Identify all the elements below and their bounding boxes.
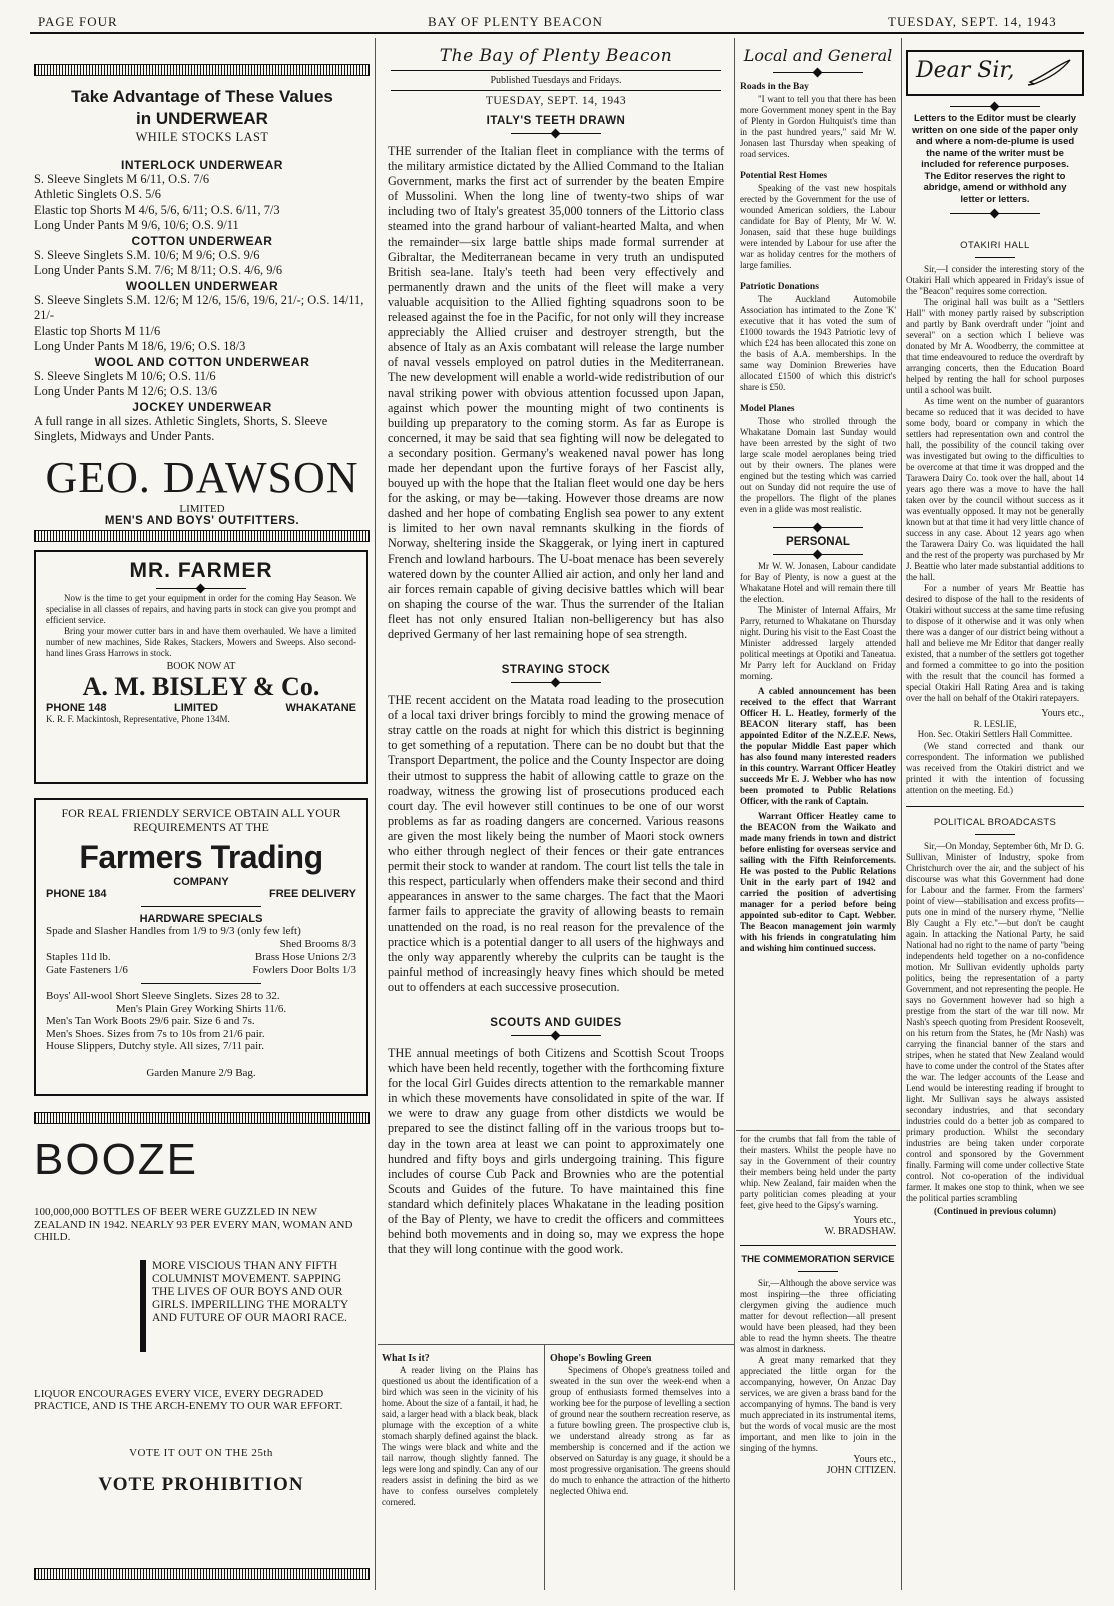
item-line: Elastic top Shorts M 11/6 (34, 323, 161, 338)
what-is-it (382, 1348, 538, 1508)
farmer-text: Now is the time to get your equipment in order for the coming Hay Season. We specialise in all classes of repairs, and having parts in stock can give you prompt and efficient service. (46, 593, 356, 625)
continued-note: (Continued in previous column) (933, 1206, 1057, 1216)
item-line: Long Under Pants M 12/6; O.S. 13/6 (34, 384, 218, 398)
personal-body: A cabled announcement has been received to the effect that Warrant Officer H. L. Heatley, formerly of the BEACON literary staff, has been appointed Editor of the N.Z.E.F. News, the popular Middle East paper which has also found many interested readers in this country. Warrant Officer Heatley succeeds Mr E. J. Webber who has now been promoted to Public Relations Officer, with the rank of Captain. (740, 686, 896, 806)
personal-title: PERSONAL (786, 536, 850, 548)
ornament-divider (773, 554, 863, 555)
farmer-title: MR. FARMER (129, 559, 273, 582)
article-body: THE surrender of the Italian fleet in compliance with the terms of the military armistice dictated by the Allied Command to the Italian Government, marks the first act of surrender by the beaten Empire of Mussolini. When the long line of twenty-two ships of war including two of Italy's greatest 35,000 tonners of the Littorio class steamed into the grand harbour of valiant-hearted Malta, and when the remainder—six large battle ships made formal surrender at Gibraltar, the Mediterranean became in very truth an undisputed British sea-lane. Italy's teeth had been very effectively and permanently drawn and the units of the fleet will make a very valuable acquisition to the Allied fighting squadrons soon to be released against the foe in the Pacific, for not only will they increase appreciably the Allied cruiser and destroyer strength, but the absence of Italy as an Axis combatant will release the large number of naval vessels employed on patrol duties in the Mediterranean. The new development will enable a world-wide redistribution of our naval striking power with obvious attention focussed upon Japan, against which power the mounting might of two continents is building up preparatory to the coming storm. As far as Europe is concerned, it may be said that sea fighting will now be delegated to a secondary position. Germany's weakened naval power has long made her dependant upon the furtive forays of her Fascist ally, bouyed up with the hope that the Italian fleet would one day be hers for the asking, or may be—taking. However those dreams are now dashed and her hope of combating English sea power to any extent is limited to her own naval remnants skulking in the fiords of Norway, sheltering inside the Skaggerak, or lying inert in captured French and lowland harbours. The U-boat menace has been severely watered down by the counter Allied air action, and only her land and air forces remain capable of giving decisive battles which will bear on shaping the course of the war. Thus the surrender of the Italian fleet has not only ensured Italian non-belligerency but has also deprived Germany of her last remaining hope of sea strength. (388, 144, 724, 641)
booze-liquor: LIQUOR ENCOURAGES EVERY VICE, EVERY DEGRADED PRACTICE, AND IS THE ARCH-ENEMY TO OUR WAR EFFORT. (34, 1387, 343, 1412)
special-line: Gate Fasteners 1/6 (46, 964, 128, 976)
special-line: Brass Hose Unions 2/3 (254, 951, 356, 963)
column-rule (901, 38, 902, 1590)
article-title: SCOUTS AND GUIDES (490, 1016, 622, 1029)
clothing-line: Men's Tan Work Boots 29/6 pair. Size 6 and 7s. (46, 1015, 255, 1027)
divider (975, 834, 1015, 835)
item-title: Patriotic Donations (740, 282, 819, 292)
manure-line: Garden Manure 2/9 Bag. (146, 1066, 256, 1079)
letter-body: for the crumbs that fall from the table of their masters. Whilst the people have no say in the Government of their country their members being held under the party whip. New Zealand, fair maiden when the party politician comes pleading at your feet, give heed to the Gipsy's warning. (740, 1134, 896, 1210)
special-line: Fowlers Door Bolts 1/3 (252, 964, 356, 976)
ohope-green (550, 1348, 730, 1497)
letter-body: The original hall was built as a "Settlers Hall" with money partly raised by subscription and partly by Bank overdraft under "joint and several" on a section which I believe was donated by Mr A. Woodberry, the committee at that time endeavoured to reduce the overdraft by arranging concerts, then the Education Board helped by renting the hall for school purposes until a school was built. (906, 297, 1084, 395)
signature: Yours etc., (1041, 708, 1084, 719)
clothing-line: Men's Shoes. Sizes from 7s to 10s from 21/6 pair. (46, 1027, 265, 1040)
signature: Yours etc., (853, 1215, 896, 1226)
divider (740, 1245, 896, 1246)
dawson-brand: GEO. DAWSON (45, 452, 359, 502)
letter-title: POLITICAL BROADCASTS (933, 817, 1057, 828)
item-line: Elastic top Shorts M 4/6, 5/6, 6/11; O.S. 6/11, 7/3 (34, 202, 280, 217)
item-body: Those who strolled through the Whakatane Domain last Sunday would have been arrested by the sight of two large scale model aeroplanes being tried out by their owners. The planes were engined but the testing which was carried out on Sunday did not require the use of the propellors. The flight of the planes even in a glide was most realistic. (740, 416, 896, 514)
bisley-town: WHAKATANE (285, 702, 356, 714)
trading-intro: FOR REAL FRIENDLY SERVICE OBTAIN ALL YOUR REQUIREMENTS AT THE (61, 806, 341, 834)
underwear-headline: Take Advantage of These Values (71, 87, 333, 106)
ad-border-band (34, 1568, 370, 1580)
item-line: Long Under Pants M 18/6, 19/6; O.S. 18/3 (34, 339, 246, 353)
ornament-divider (773, 527, 863, 528)
personal-body: Mr W. W. Jonasen, Labour candidate for Bay of Plenty, is now a guest at the Whakatane Hotel and will remain there till the election. (740, 561, 896, 604)
dear-sir-text: Dear Sir, (916, 58, 1015, 83)
divider (906, 806, 1084, 807)
section-rule (736, 1130, 900, 1131)
hardware-title: HARDWARE SPECIALS (139, 913, 263, 925)
section-title: WOOL AND COTTON UNDERWEAR (94, 354, 310, 369)
section-title: INTERLOCK UNDERWEAR (121, 157, 283, 172)
signature: JOHN CITIZEN. (826, 1465, 896, 1476)
brief-title: What Is it? (382, 1353, 430, 1364)
paper-name: BAY OF PLENTY BEACON (428, 14, 603, 29)
trading-company: COMPANY (173, 876, 229, 888)
ad-border-band (34, 530, 370, 542)
special-line: Spade and Slasher Handles from 1/9 to 9/3 (only few left) (46, 925, 301, 937)
brief-title: Ohope's Bowling Green (550, 1353, 652, 1364)
letters-notice: Letters to the Editor must be clearly written on one side of the paper only and where a nom-de-plume is used the name of the writer must be included for reference purposes. The Editor reserves the right to abridge, amend or withhold any letter or letters. (912, 113, 1078, 205)
signature: Yours etc., (853, 1454, 896, 1465)
article-title: ITALY'S TEETH DRAWN (486, 115, 626, 127)
brief-body: A reader living on the Plains has questioned us about the identification of a bird which was seen in the vicinity of his home. About the size of a fantail, it had, he said, a larger head with a black beak, black plumage with the exception of a white stomach sharply defined against the black. The wings were black and white and the tail narrow, though slightly fanned. The legs were long and spindly. Can any of our readers assist in defining the bird as we have to confess ourselves completely cornered. (382, 1365, 538, 1507)
item-line: Athletic Singlets O.S. 5/6 (34, 187, 162, 201)
divider (141, 906, 261, 907)
section-title: COTTON UNDERWEAR (131, 233, 273, 248)
ornament-divider (511, 682, 601, 683)
divider (798, 1271, 838, 1272)
local-title: Local and General (743, 46, 893, 65)
dawson-tagline: MEN'S AND BOYS' OUTFITTERS. (104, 514, 300, 527)
ornament-divider (511, 1035, 601, 1036)
nameplate: The Bay of Plenty Beacon (439, 46, 673, 66)
personal-body: Warrant Officer Heatley came to the BEACON from the Waikato and made many friends in town and district before enlisting for overseas service and sailing with the Fifth Reinforcements. He was posted to the Public Relations Unit in the early part of 1942 and carried the position of advertising manager for a period before being appointed sub-editor to Capt. Webber. The Beacon management join warmly with his friends in congratulating him and wishing him continued success. (740, 811, 896, 953)
personal-body: The Minister of Internal Affairs, Mr Parry, returned to Whakatane on Thursday night. During his visit to the East Coast the Minister addressed largely attended political meetings at Opotiki and Taneatua. Mr Parry left for Auckland on Friday morning. (740, 605, 896, 681)
letter-body: For a number of years Mr Beattie has desired to dispose of the hall to the residents of Otakiri without success at the same time refusing to dispose of it otherwise and it was only when there was a danger of our district being without a hall and believe me Mr Editor that danger really existed, that a number of the settlers got together and formed a committee to go into the position with the result that the council has formed a special Otakiri Hall Rating Area and is taking over the hall on behalf of the Otakiri ratepayers. (906, 583, 1084, 703)
trading-delivery: FREE DELIVERY (269, 888, 356, 900)
letter-body: Sir,—On Monday, September 6th, Mr D. G. Sullivan, Minister of Industry, spoke from Christchurch over the air, and the subject of his discourse was what this Government had done for Labour and the farmer. From the farmers' point of view—stabilisation and excess profits—puts one in mind of the nursery rhyme, "Nellie Bly Caught a Fly etc."—but don't be caught again. In attacking the National Party, he said National had no right to the name of party "being independents held together on a no-confidence motion. Mr Sullivan evidently upholds party politics, being the representation of a party Government, and not representing the people. He says no Government however had so high a prestige from the start of the war till now. Mr Nash's speech quoting from President Roosevelt, on his return from the States, he (Mr Nash) was carrying the financial banner of the stars and stripes, when he stated that New Zealand would have to come under the control of the States after the war. The ledger accounts of the Lease and Lend would be interesting reading if brought to light. Mr Sullivan says he always assisted secondary industries, and that secondary industries could do a better job as compared to primary production. Whilst the secondary industries are being taken under corporate control and sponsored by the Government finally. Farming will come under collective State control. Not co-operation of the individual farmer. It makes one stop to think, when we see the political parties scrambling (906, 841, 1084, 1203)
letter-title: THE COMMEMORATION SERVICE (741, 1254, 895, 1265)
letter-title: OTAKIRI HALL (960, 240, 1030, 251)
booze-prohibition: VOTE PROHIBITION (98, 1473, 304, 1495)
article-body: THE recent accident on the Matata road leading to the prosecution of a local taxi driver brings forcibly to mind the growing menace of stray cattle on the roads at night for which this district is beginning to get something of a reputation. There can be no doubt but that the Transport Department, the police and the County Inspector are doing their utmost to suppress the habit of allowing cattle to graze on the roadway, witness the growing list of prosecutions produced each court day. The evil however still continues to be one of our worst problems as far as roading dangers are concerned. Various reasons are given the most likely being the number of Maori stock owners who either through neglect of their fences or their gate entrances permit their stock to wander at random. The court list tells the tale in this respect, particularly when offenders make their second and third appearances in answer to the same charges. The fact that the Maori farmer fails to appreciate the gravity of allowing beasts to remain unattended on the road, is no real reason for the prevalence of the practice which is a potential danger to all users of the highways and the only way apparently whereby the culprits can be taught is the painful method of increasingly heavy fines which should be meted out to offenders at each successive prosecution. (388, 693, 724, 994)
ornament-divider (950, 213, 1040, 214)
quill-pen-icon (1026, 58, 1074, 86)
article-title: STRAYING STOCK (501, 664, 611, 677)
bisley-limited: LIMITED (174, 702, 219, 714)
farmer-ad (34, 550, 368, 784)
ad-border-band (34, 1112, 370, 1124)
ad-border-band (34, 64, 370, 76)
signature: Hon. Sec. Otakiri Settlers Hall Committee. (917, 729, 1073, 739)
item-line: Long Under Pants M 9/6, 10/6; O.S. 9/11 (34, 218, 239, 232)
letters-column (906, 50, 1084, 1216)
section-title: JOCKEY UNDERWEAR (132, 399, 272, 414)
dear-sir-logo (906, 50, 1084, 96)
divider (975, 257, 1015, 258)
edition-date: TUESDAY, SEPT. 14, 1943 (485, 95, 627, 107)
bisley-rep: K. R. F. Mackintosh, Representative, Phone 134M. (46, 714, 230, 724)
divider (391, 90, 721, 91)
section-rule (378, 1344, 734, 1345)
trading-phone: PHONE 184 (46, 888, 107, 900)
bisley-phone: PHONE 148 (46, 702, 107, 714)
item-line: S. Sleeve Singlets S.M. 12/6; M 12/6, 15/6, 19/6, 21/-; O.S. 14/11, 21/- (34, 292, 364, 322)
clothing-line: Boys' All-wool Short Sleeve Singlets. Sizes 28 to 32. (46, 990, 280, 1002)
item-body: The Auckland Automobile Association has intimated to the Zone 'K' executive that it has voted the sum of £1000 towards the 1943 Patriotic levy of which £24 has been allocated this zone on the basis of A.A. memberships. In the same way Dominion Breweries have allocated £1500 of which this district's share is £50. (740, 294, 896, 392)
special-line: Shed Brooms 8/3 (279, 938, 356, 950)
item-line: S. Sleeve Singlets M 10/6; O.S. 11/6 (34, 368, 216, 383)
booze-stat: 100,000,000 BOTTLES OF BEER WERE GUZZLED IN NEW ZEALAND IN 1942. NEARLY 93 PER EVERY MAN, WOMAN AND CHILD. (34, 1206, 353, 1243)
item-body: Speaking of the vast new hospitals erected by the Government for the use of wounded American soldiers, the Labour candidate for Bay of Plenty, Mr W. W. Jonasen, said that these huge buildings were intended by Labour for use after the war as holiday centres for the mothers of large families. (740, 183, 896, 270)
farmer-text: Bring your mower cutter bars in and have them overhauled. We have a limited number of new machines, Side Rakes, Stackers, Mowers and Sweeps. Also second-hand lines Grass Harrows in stock. (46, 626, 356, 658)
underwear-ad (34, 86, 370, 527)
booze-bar (140, 1260, 146, 1352)
signature: W. BRADSHAW. (824, 1226, 896, 1237)
item-line: S. Sleeve Singlets S.M. 10/6; M 9/6; O.S. 9/6 (34, 247, 260, 262)
item-body: "I want to tell you that there has been more Government money spent in the Bay of Plenty in Gordon Hultquist's time than in the past hundred years," said Mr W. Jonasen last Thursday when speaking of road services. (740, 94, 896, 159)
item-title: Roads in the Bay (740, 82, 809, 92)
underwear-headline-2: in UNDERWEAR (136, 109, 268, 128)
ornament-divider (773, 72, 863, 73)
editorial-column (388, 46, 724, 1257)
brief-body: Specimens of Ohope's greatness toiled and sweated in the sun over the week-end when a group of enthusiasts formed themselves into a working bee for the purpose of levelling a section of ground near the southern recreation reserve, as a future bowling green. The prospective club is, we understand already strong as far as membership is concerned and if the action we observed on Saturday is any guage, it should be a most progressive organisation. The greens should do much to enhance the attraction of the hitherto neglected Ohiwa end. (550, 1365, 730, 1496)
ornament-divider (950, 106, 1040, 107)
ornament-divider (511, 133, 601, 134)
signature: R. LESLIE, (973, 719, 1017, 729)
clothing-line: Men's Plain Grey Working Shirts 11/6. (115, 1002, 287, 1015)
dawson-limited: LIMITED (179, 502, 225, 515)
trading-name: Farmers Trading (79, 839, 323, 875)
column-rule (375, 38, 376, 1590)
item-line: S. Sleeve Singlets M 6/11, O.S. 7/6 (34, 171, 210, 186)
header-date: TUESDAY, SEPT. 14, 1943 (888, 14, 1057, 29)
article-body: THE annual meetings of both Citizens and Scottish Scout Troops which have been held recently, together with the forthcoming fixture for the local Girl Guides directs attention to the remarkable manner in which these movements have consolidated in spite of the war. If we were to draw any guage from other distdicts we would be prepared to see the distinct falling off in the various troops but to-day in the town area at least we can point to approximately one hundred and fifty boys and girls undergoing training. This figure includes of course Cub Pack and Brownies who are the potential Scouts and Guides of the future. To have maintained this fine standard which definitely places Whakatane in the leading position of the Bay of Plenty, we have to credit the officers and committees behind both movements and in doing so, may we express the hope that they will long continue with the good work. (388, 1045, 724, 1257)
divider (141, 983, 261, 984)
ornament-divider (156, 588, 246, 589)
booze-vicious: MORE VISCIOUS THAN ANY FIFTH COLUMNIST MOVEMENT. SAPPING THE LIVES OF OUR BOYS AND OUR GIRLS. IMPERILLING THE MORALTY AND FUTURE OF OUR MAORI RACE. (152, 1259, 348, 1325)
letter-body: Sir,—Although the above service was most inspiring—the three officiating clergymen giving the audience much matter for devout reflection—all present would have been pleased, had they been able to read the hymn sheets. The theatre was almost in darkness. (740, 1278, 896, 1354)
bisley-name: A. M. BISLEY & Co. (82, 672, 320, 701)
letters-continued (740, 1134, 896, 1476)
letter-body: Sir,—I consider the interesting story of the Otakiri Hall which appeared in Friday's issue of the "Beacon" requires some correction. (906, 264, 1084, 296)
masthead-rule (30, 32, 1084, 34)
clothing-line: House Slippers, Dutchy style. All sizes, 7/11 pair. (46, 1040, 265, 1052)
column-rule (544, 1344, 545, 1590)
special-line: Staples 11d lb. (46, 951, 111, 963)
page-number: PAGE FOUR (38, 14, 118, 29)
farmer-book: BOOK NOW AT (166, 661, 236, 672)
editor-note: (We stand corrected and thank our correspondent. The information we published was received from the Otakiri district and we printed it with the intention of focussing attention on the meeting. Ed.) (906, 741, 1084, 795)
published-note: Published Tuesdays and Fridays. (490, 75, 622, 86)
booze-title: BOOZE (34, 1135, 199, 1184)
booze-vote: VOTE IT OUT ON THE 25th (129, 1446, 273, 1459)
item-title: Model Planes (740, 404, 795, 414)
item-line: A full range in all sizes. Athletic Singlets, Shorts, S. Sleeve Singlets, Midways and Under Pants. (34, 413, 328, 443)
column-rule (734, 38, 735, 1590)
letter-body: As time went on the number of guarantors became so reduced that it was decided to have some body, board or company in which the settlers had representation own and control the hall, the possibility of the council taking over was investigated but owing to the difficulties to be overcome at that time it was dropped and the Tarawera Dairy Co. took over the hall, about 14 years ago there was a move to have the hall taken over by the council without success as it was eventually opposed. It may not be generally known but at that time it had very little chance of success in any case. About 12 years ago when the Tarawera Dairy Co. was liquidated the hall and the rest of the property was purchased by Mr J. Beattie who later made substantial additions to the hall. (906, 396, 1084, 582)
item-title: Potential Rest Homes (740, 171, 828, 181)
local-column (740, 46, 896, 954)
letter-body: A great many remarked that they appreciated the little organ for the accompanying, however, On Anzac Day services, we are given a brass band for the accompanying of hymns. The band is very much appreciated in its instrumental items, but the words of vocal music are the most important, and men like to join in the singing of the hymns. (740, 1355, 896, 1453)
booze-ad (34, 1134, 368, 1497)
trading-ad (34, 798, 368, 1096)
underwear-sub: WHILE STOCKS LAST (135, 130, 269, 144)
divider (391, 70, 721, 71)
item-line: Long Under Pants S.M. 7/6; M 8/11; O.S. 4/6, 9/6 (34, 263, 283, 277)
section-title: WOOLLEN UNDERWEAR (125, 278, 279, 293)
